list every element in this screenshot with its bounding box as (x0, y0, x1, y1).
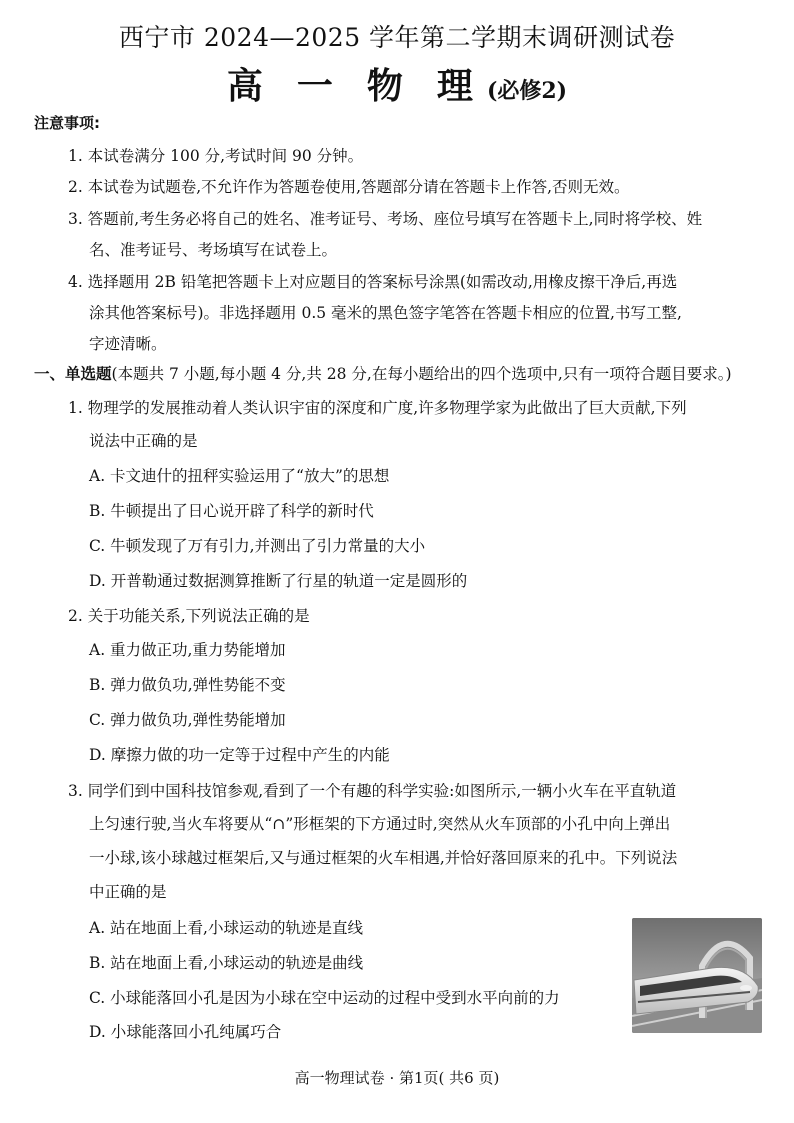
section-heading (34, 362, 732, 384)
notice-heading: 注意事项: (34, 114, 100, 132)
notice-line: 字迹清晰。 (89, 335, 167, 353)
question-3-option-b: B. 站在地面上看,小球运动的轨迹是曲线 (89, 954, 364, 972)
notice-line: 3. 答题前,考生务必将自己的姓名、准考证号、考场、座位号填写在答题卡上,同时将学校、姓 (68, 210, 703, 228)
question-1-option-a: A. 卡文迪什的扭秤实验运用了“放大”的思想 (89, 467, 390, 485)
question-2-stem: 2. 关于功能关系,下列说法正确的是 (68, 607, 310, 625)
exam-subject (0, 58, 794, 109)
question-3-stem: 一小球,该小球越过框架后,又与通过框架的火车相遇,并恰好落回原来的孔中。下列说法 (89, 849, 678, 867)
exam-title: 西宁市 2024—2025 学年第二学期末调研测试卷 (118, 23, 676, 52)
notice-line: 涂其他答案标号)。非选择题用 0.5 毫米的黑色签字笔答在答题卡相应的位置,书写工整, (89, 304, 682, 322)
question-2-option-a: A. 重力做正功,重力势能增加 (89, 641, 286, 659)
question-2-option-d: D. 摩擦力做的功一定等于过程中产生的内能 (89, 746, 390, 764)
question-3-option-c: C. 小球能落回小孔是因为小球在空中运动的过程中受到水平向前的力 (89, 989, 560, 1007)
question-3-stem: 上匀速行驶,当火车将要从“∩”形框架的下方通过时,突然从火车顶部的小孔中向上弹出 (89, 815, 671, 833)
question-3-option-a: A. 站在地面上看,小球运动的轨迹是直线 (89, 919, 363, 937)
subject-note: (必修2) (486, 78, 568, 104)
notice-line: 名、准考证号、考场填写在试卷上。 (89, 241, 338, 259)
notice-line: 4. 选择题用 2B 铅笔把答题卡上对应题目的答案标号涂黑(如需改动,用橡皮擦干净后,再选 (68, 273, 678, 291)
notice-line: 2. 本试卷为试题卷,不允许作为答题卷使用,答题部分请在答题卡上作答,否则无效。 (68, 178, 630, 196)
train-arch-photo (632, 918, 762, 1033)
notice-line: 1. 本试卷满分 100 分,考试时间 90 分钟。 (68, 147, 364, 165)
question-3-stem: 3. 同学们到中国科技馆参观,看到了一个有趣的科学实验:如图所示,一辆小火车在平直轨道 (68, 782, 677, 800)
question-1-stem: 1. 物理学的发展推动着人类认识宇宙的深度和广度,许多物理学家为此做出了巨大贡献,下列 (68, 399, 687, 417)
section-title: 一、单选题 (34, 365, 112, 383)
page-footer: 高一物理试卷 · 第1页( 共6 页) (294, 1069, 500, 1087)
question-3-stem: 中正确的是 (89, 883, 167, 901)
question-1-option-b: B. 牛顿提出了日心说开辟了科学的新时代 (89, 502, 374, 520)
question-1-stem: 说法中正确的是 (89, 432, 198, 450)
question-3-option-d: D. 小球能落回小孔纯属巧合 (89, 1023, 282, 1041)
train-arch-illustration (632, 918, 762, 1033)
question-2-option-c: C. 弹力做负功,弹性势能增加 (89, 711, 286, 729)
section-description: (本题共 7 小题,每小题 4 分,共 28 分,在每小题给出的四个选项中,只有一项符合题目要求。) (111, 365, 732, 383)
subject-name: 高一物理 (226, 65, 507, 107)
question-1-option-d: D. 开普勒通过数据测算推断了行星的轨道一定是圆形的 (89, 572, 468, 590)
question-1-option-c: C. 牛顿发现了万有引力,并测出了引力常量的大小 (89, 537, 426, 555)
question-2-option-b: B. 弹力做负功,弹性势能不变 (89, 676, 286, 694)
